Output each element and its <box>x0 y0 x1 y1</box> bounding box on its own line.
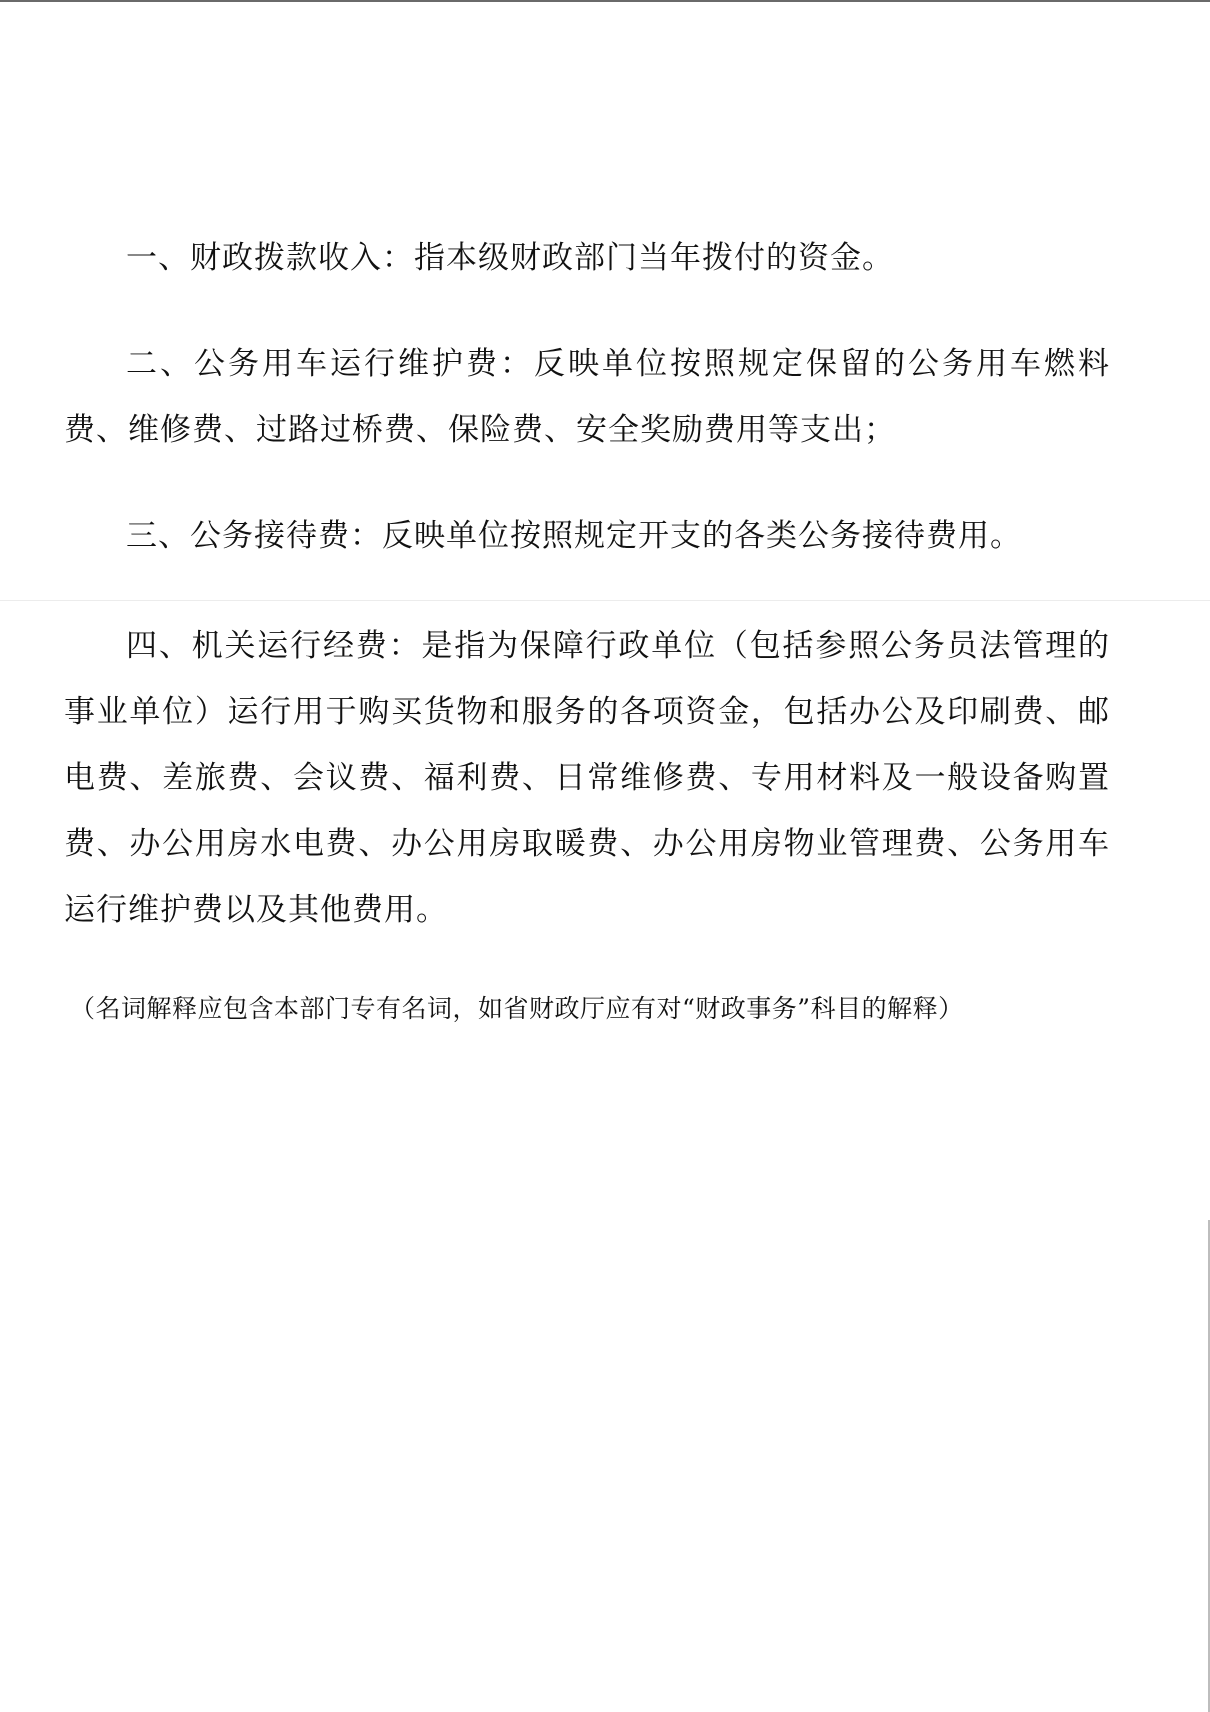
paragraph-official-vehicle-maintenance: 二、公务用车运行维护费：反映单位按照规定保留的公务用车燃料费、维修费、过路过桥费、保险费、安全奖励费用等支出； <box>64 346 1110 448</box>
paragraph-official-reception-expenses: 三、公务接待费：反映单位按照规定开支的各类公务接待费用。 <box>126 518 1022 554</box>
paragraph-agency-operating-expenses: 四、机关运行经费：是指为保障行政单位（包括参照公务员法管理的事业单位）运行用于购买货物和服务的各项资金，包括办公及印刷费、邮电费、差旅费、会议费、福利费、日常维修费、专用材料及一般设备购置费、办公用房水电费、办公用房取暖费、办公用房物业管理费、公务用车运行维护费以及其他费用。 <box>64 628 1110 928</box>
document-body <box>64 225 1110 1029</box>
paragraph-fiscal-allocation-income: 一、财政拨款收入：指本级财政部门当年拨付的资金。 <box>126 240 894 276</box>
scan-edge-top <box>0 0 1210 2</box>
explanatory-note: （名词解释应包含本部门专有名词，如省财政厅应有对“财政事务”科目的解释） <box>70 994 964 1023</box>
